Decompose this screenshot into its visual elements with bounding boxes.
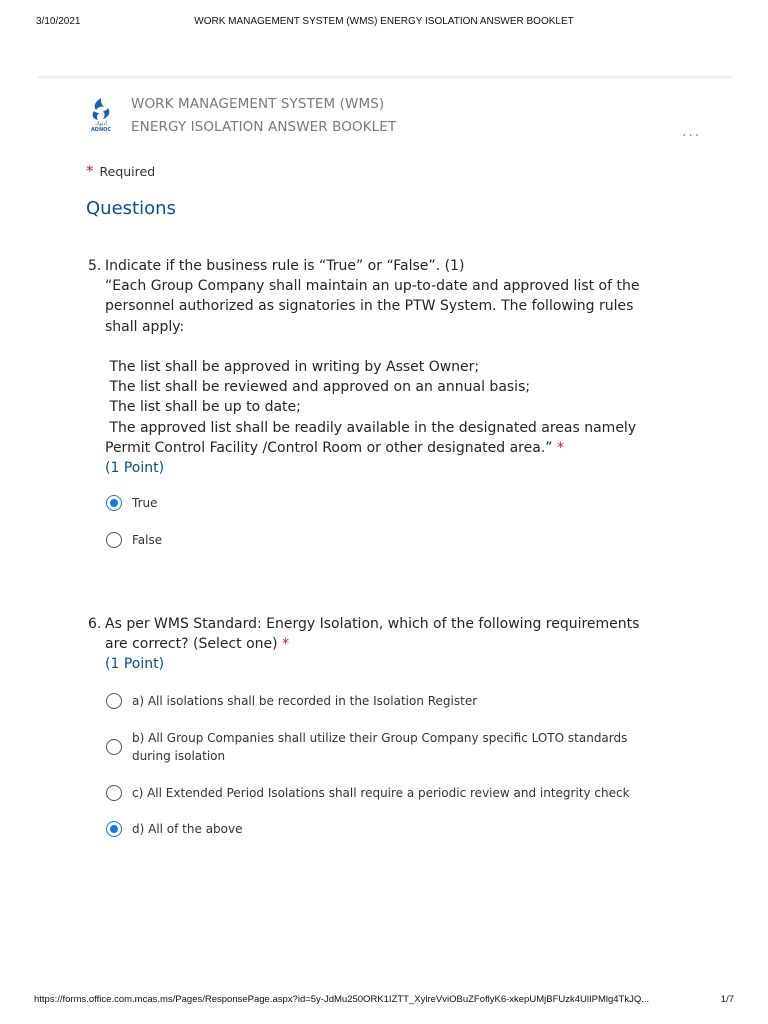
question-points: (1 Point) (105, 656, 165, 673)
print-footer (0, 994, 768, 1008)
form-title-line-1: WORK MANAGEMENT SYSTEM (WMS) (131, 96, 385, 112)
radio-button-selected[interactable] (106, 495, 122, 511)
option-c[interactable] (106, 784, 630, 802)
section-title: Questions (86, 198, 176, 219)
question-line (105, 634, 678, 654)
option-true[interactable] (106, 494, 158, 512)
option-d[interactable] (106, 820, 243, 838)
more-options-button[interactable]: ... (682, 124, 702, 140)
option-label: True (132, 496, 158, 510)
print-url: https://forms.office.com.mcas.ms/Pages/ResponsePage.aspx?id=5y-JdMu250ORK1IZTT_XylreVviOBuZFoflyK6-xkepUMjBFUzk4UlIPMlg4TkJQ... (34, 994, 650, 1005)
question-line: As per WMS Standard: Energy Isolation, which of the following requirements (105, 616, 640, 632)
required-label: Required (99, 164, 156, 179)
question-line: The approved list shall be readily available in the designated areas namely (105, 419, 637, 436)
print-title: WORK MANAGEMENT SYSTEM (WMS) ENERGY ISOLATION ANSWER BOOKLET (194, 16, 574, 27)
option-label: d) All of the above (132, 822, 243, 836)
radio-button[interactable] (106, 739, 122, 755)
question-5 (88, 256, 678, 478)
logo-text: ADNOC (90, 127, 112, 132)
option-label: False (132, 533, 163, 547)
option-b[interactable] (106, 729, 627, 765)
question-line: Indicate if the business rule is “True” or “False”. (1) (105, 258, 465, 274)
required-star: * (282, 636, 290, 653)
question-points: (1 Point) (105, 460, 165, 477)
question-line: The list shall be approved in writing by Asset Owner; (105, 359, 480, 376)
form-top-divider (38, 76, 732, 79)
radio-button[interactable] (106, 785, 122, 801)
required-star: * (556, 439, 564, 456)
option-false[interactable] (106, 531, 162, 549)
question-number: 5. (88, 258, 102, 274)
radio-button-selected[interactable] (106, 821, 122, 837)
question-line (105, 438, 678, 458)
form-title (131, 93, 396, 139)
logo-arabic-text: أدنوك (95, 121, 107, 127)
question-line (105, 337, 678, 357)
question-number: 6. (88, 616, 102, 632)
question-line: shall apply: (105, 318, 185, 335)
radio-button[interactable] (106, 693, 122, 709)
question-line: The list shall be reviewed and approved on an annual basis; (105, 379, 531, 396)
option-label: c) All Extended Period Isolations shall require a periodic review and integrity check (132, 786, 630, 800)
radio-button[interactable] (106, 532, 122, 548)
required-star: * (86, 162, 94, 180)
question-line: “Each Group Company shall maintain an up-to-date and approved list of the (105, 278, 640, 295)
print-date: 3/10/2021 (36, 16, 81, 27)
question-line-text: are correct? (Select one) (105, 636, 283, 653)
question-6 (88, 614, 678, 675)
question-text (105, 256, 678, 478)
question-line: The list shall be up to date; (105, 399, 301, 416)
required-note (86, 162, 155, 180)
adnoc-logo (86, 96, 116, 132)
question-text (105, 614, 678, 675)
print-header (0, 16, 768, 32)
option-a[interactable] (106, 692, 477, 710)
option-label: b) All Group Companies shall utilize their Group Company specific LOTO standards during isolation (132, 731, 628, 763)
print-page-number: 1/7 (720, 994, 734, 1005)
form-title-line-2: ENERGY ISOLATION ANSWER BOOKLET (131, 119, 397, 135)
option-label: a) All isolations shall be recorded in the Isolation Register (132, 694, 478, 708)
question-line: personnel authorized as signatories in the PTW System. The following rules (105, 298, 634, 315)
question-line-text: Permit Control Facility /Control Room or other designated area.” (105, 439, 557, 456)
